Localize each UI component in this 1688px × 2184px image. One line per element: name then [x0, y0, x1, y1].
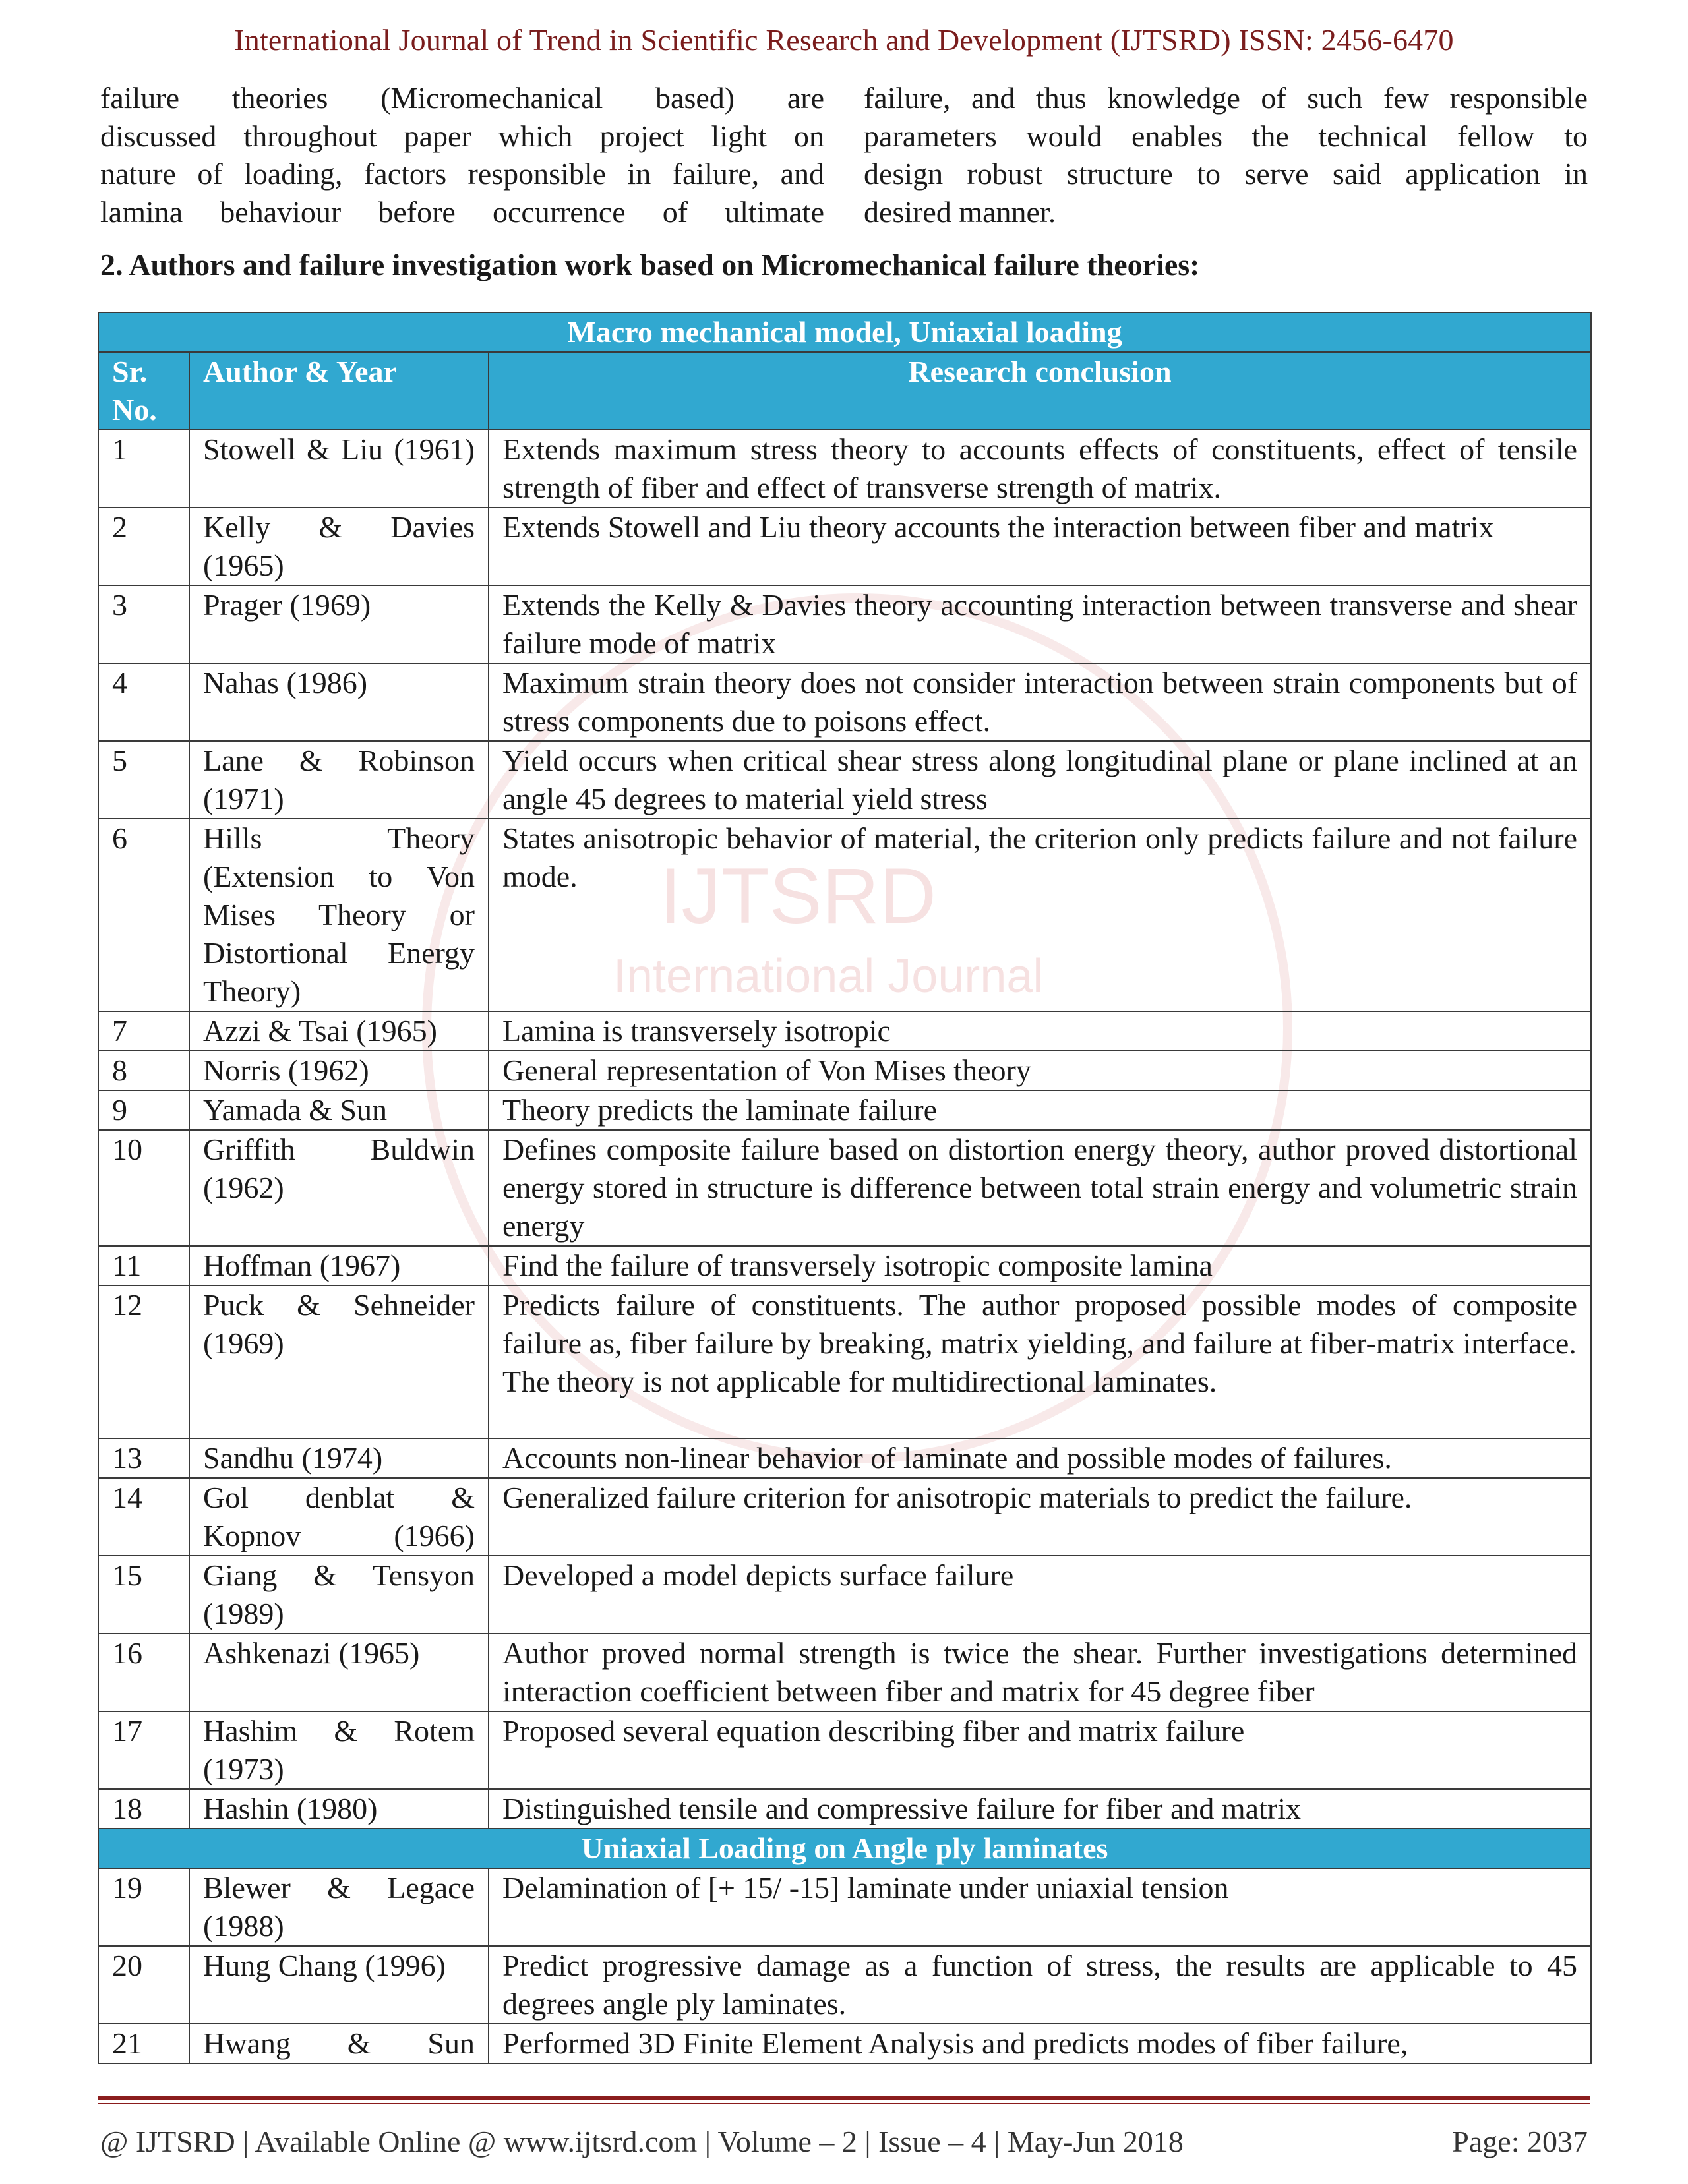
- cell-sr-no: 1: [98, 430, 189, 508]
- cell-author-year: Sandhu (1974): [189, 1438, 489, 1478]
- col-header-conclusion: Research conclusion: [489, 352, 1591, 430]
- cell-author-year: Blewer & Legace (1988): [189, 1868, 489, 1946]
- cell-author-year: Hoffman (1967): [189, 1246, 489, 1285]
- intro-left-line: failure theories (Micromechanical based) are: [100, 81, 824, 115]
- watermark-subtext: International Journal: [613, 950, 1044, 1003]
- band-title: Uniaxial Loading on Angle ply laminates: [98, 1829, 1591, 1868]
- cell-research-conclusion: Yield occurs when critical shear stress along longitudinal plane or plane inclined at an angle 45 degrees to material yield stress: [489, 741, 1591, 819]
- table-row: [98, 1711, 1591, 1789]
- footer-rule: [98, 2096, 1590, 2100]
- cell-sr-no: 13: [98, 1438, 189, 1478]
- cell-author-year: Hashin (1980): [189, 1789, 489, 1829]
- intro-right-line: parameters would enables the technical fellow to: [864, 119, 1588, 153]
- cell-research-conclusion: Delamination of [+ 15/ -15] laminate under uniaxial tension: [489, 1868, 1591, 1946]
- cell-author-year: Hashim & Rotem (1973): [189, 1711, 489, 1789]
- cell-research-conclusion: Developed a model depicts surface failure: [489, 1556, 1591, 1634]
- cell-research-conclusion: Generalized failure criterion for anisotropic materials to predict the failure.: [489, 1478, 1591, 1556]
- cell-sr-no: 15: [98, 1556, 189, 1634]
- cell-author-year: Lane & Robinson (1971): [189, 741, 489, 819]
- intro-left-line: discussed throughout paper which project light on: [100, 119, 824, 153]
- cell-sr-no: 17: [98, 1711, 189, 1789]
- cell-research-conclusion: General representation of Von Mises theory: [489, 1051, 1591, 1090]
- cell-sr-no: 21: [98, 2024, 189, 2063]
- cell-sr-no: 19: [98, 1868, 189, 1946]
- cell-research-conclusion: Author proved normal strength is twice the shear. Further investigations determined interaction coefficient between fiber and matrix for 45 degree fiber: [489, 1634, 1591, 1711]
- cell-sr-no: 11: [98, 1246, 189, 1285]
- table-band-angle-ply: [98, 1829, 1591, 1868]
- cell-sr-no: 3: [98, 585, 189, 663]
- cell-sr-no: 5: [98, 741, 189, 819]
- table-row: [98, 1556, 1591, 1634]
- footer-rule-thin: [98, 2103, 1590, 2104]
- failure-theories-table: [98, 312, 1592, 2064]
- cell-author-year: Azzi & Tsai (1965): [189, 1011, 489, 1051]
- table-row: [98, 663, 1591, 741]
- cell-research-conclusion: Performed 3D Finite Element Analysis and predicts modes of fiber failure,: [489, 2024, 1591, 2063]
- cell-author-year: Ashkenazi (1965): [189, 1634, 489, 1711]
- cell-research-conclusion: Defines composite failure based on distortion energy theory, author proved distortional energy stored in structure is difference between total strain energy and volumetric strain energy: [489, 1130, 1591, 1246]
- intro-left-line: lamina behaviour before occurrence of ultimate: [100, 194, 824, 229]
- table-row: [98, 1868, 1591, 1946]
- intro-right-line: design robust structure to serve said application in: [864, 157, 1588, 191]
- cell-author-year: Hills Theory (Extension to Von Mises Theory or Distortional Energy Theory): [189, 819, 489, 1011]
- cell-sr-no: 14: [98, 1478, 189, 1556]
- table-row: [98, 1090, 1591, 1130]
- cell-research-conclusion: Theory predicts the laminate failure: [489, 1090, 1591, 1130]
- table-row: [98, 741, 1591, 819]
- table-row: [98, 1246, 1591, 1285]
- conclusion-paragraph: Predicts failure of constituents. The author proposed possible modes of composite failure as, fiber failure by breaking, matrix yielding, and failure at fiber-matrix interface.: [502, 1288, 1578, 1360]
- journal-header: International Journal of Trend in Scientific Research and Development (IJTSRD) ISSN: 2456-6470: [234, 23, 1454, 57]
- cell-sr-no: 12: [98, 1285, 189, 1438]
- table-row: [98, 1438, 1591, 1478]
- band-title: Macro mechanical model, Uniaxial loading: [98, 312, 1591, 352]
- cell-research-conclusion: Distinguished tensile and compressive failure for fiber and matrix: [489, 1789, 1591, 1829]
- table-row: [98, 1634, 1591, 1711]
- cell-research-conclusion: Predict progressive damage as a function of stress, the results are applicable to 45 degrees angle ply laminates.: [489, 1946, 1591, 2024]
- cell-sr-no: 2: [98, 508, 189, 585]
- table-row: [98, 1130, 1591, 1246]
- cell-research-conclusion: States anisotropic behavior of material, the criterion only predicts failure and not failure mode.: [489, 819, 1591, 1011]
- cell-research-conclusion: Proposed several equation describing fiber and matrix failure: [489, 1711, 1591, 1789]
- cell-sr-no: 16: [98, 1634, 189, 1711]
- intro-right-line: desired manner.: [864, 194, 1056, 229]
- table-band-macro: [98, 312, 1591, 352]
- cell-research-conclusion: Extends maximum stress theory to accounts effects of constituents, effect of tensile strength of fiber and effect of transverse strength of matrix.: [489, 430, 1591, 508]
- cell-author-year: Hung Chang (1996): [189, 1946, 489, 2024]
- intro-left-column: [100, 79, 824, 231]
- cell-author-year: Griffith Buldwin (1962): [189, 1130, 489, 1246]
- table-header-row: [98, 352, 1591, 430]
- table-row: [98, 585, 1591, 663]
- cell-author-year: Puck & Sehneider (1969): [189, 1285, 489, 1438]
- section-heading: 2. Authors and failure investigation work based on Micromechanical failure theories:: [100, 248, 1200, 281]
- table-row: [98, 819, 1591, 1011]
- cell-sr-no: 8: [98, 1051, 189, 1090]
- cell-author-year: Kelly & Davies (1965): [189, 508, 489, 585]
- intro-right-line: failure, and thus knowledge of such few responsible: [864, 81, 1588, 115]
- cell-sr-no: 4: [98, 663, 189, 741]
- intro-left-line: nature of loading, factors responsible in failure, and: [100, 157, 824, 191]
- cell-research-conclusion: Extends Stowell and Liu theory accounts the interaction between fiber and matrix: [489, 508, 1591, 585]
- table-row: [98, 508, 1591, 585]
- cell-sr-no: 18: [98, 1789, 189, 1829]
- cell-sr-no: 7: [98, 1011, 189, 1051]
- cell-author-year: Hwang & Sun: [189, 2024, 489, 2063]
- cell-research-conclusion: Lamina is transversely isotropic: [489, 1011, 1591, 1051]
- table-row: [98, 430, 1591, 508]
- cell-author-year: Stowell & Liu (1961): [189, 430, 489, 508]
- table-row: [98, 1478, 1591, 1556]
- cell-sr-no: 20: [98, 1946, 189, 2024]
- cell-author-year: Yamada & Sun: [189, 1090, 489, 1130]
- cell-research-conclusion: Accounts non-linear behavior of laminate and possible modes of failures.: [489, 1438, 1591, 1478]
- watermark-text: IJTSRD: [659, 852, 936, 940]
- table-row: [98, 1285, 1591, 1438]
- table-row: [98, 1011, 1591, 1051]
- col-header-sr: Sr. No.: [98, 352, 189, 430]
- cell-author-year: Norris (1962): [189, 1051, 489, 1090]
- cell-sr-no: 10: [98, 1130, 189, 1246]
- conclusion-paragraph: The theory is not applicable for multidirectional laminates.: [502, 1365, 1217, 1398]
- footer-citation: @ IJTSRD | Available Online @ www.ijtsrd.com | Volume – 2 | Issue – 4 | May-Jun 2018: [100, 2125, 1184, 2158]
- table-row: [98, 1051, 1591, 1090]
- intro-right-column: [864, 79, 1588, 231]
- cell-sr-no: 9: [98, 1090, 189, 1130]
- table-row: [98, 1789, 1591, 1829]
- cell-author-year: Nahas (1986): [189, 663, 489, 741]
- table-row: [98, 1946, 1591, 2024]
- cell-research-conclusion: Extends the Kelly & Davies theory accounting interaction between transverse and shear failure mode of matrix: [489, 585, 1591, 663]
- cell-sr-no: 6: [98, 819, 189, 1011]
- cell-research-conclusion: Maximum strain theory does not consider interaction between strain components but of stress components due to poisons effect.: [489, 663, 1591, 741]
- col-header-author: Author & Year: [189, 352, 489, 430]
- cell-author-year: Giang & Tensyon (1989): [189, 1556, 489, 1634]
- cell-author-year: Gol denblat & Kopnov (1966): [189, 1478, 489, 1556]
- page-number: Page: 2037: [1452, 2125, 1588, 2158]
- table-row: [98, 2024, 1591, 2063]
- cell-research-conclusion: Find the failure of transversely isotropic composite lamina: [489, 1246, 1591, 1285]
- cell-research-conclusion: [489, 1285, 1591, 1438]
- cell-author-year: Prager (1969): [189, 585, 489, 663]
